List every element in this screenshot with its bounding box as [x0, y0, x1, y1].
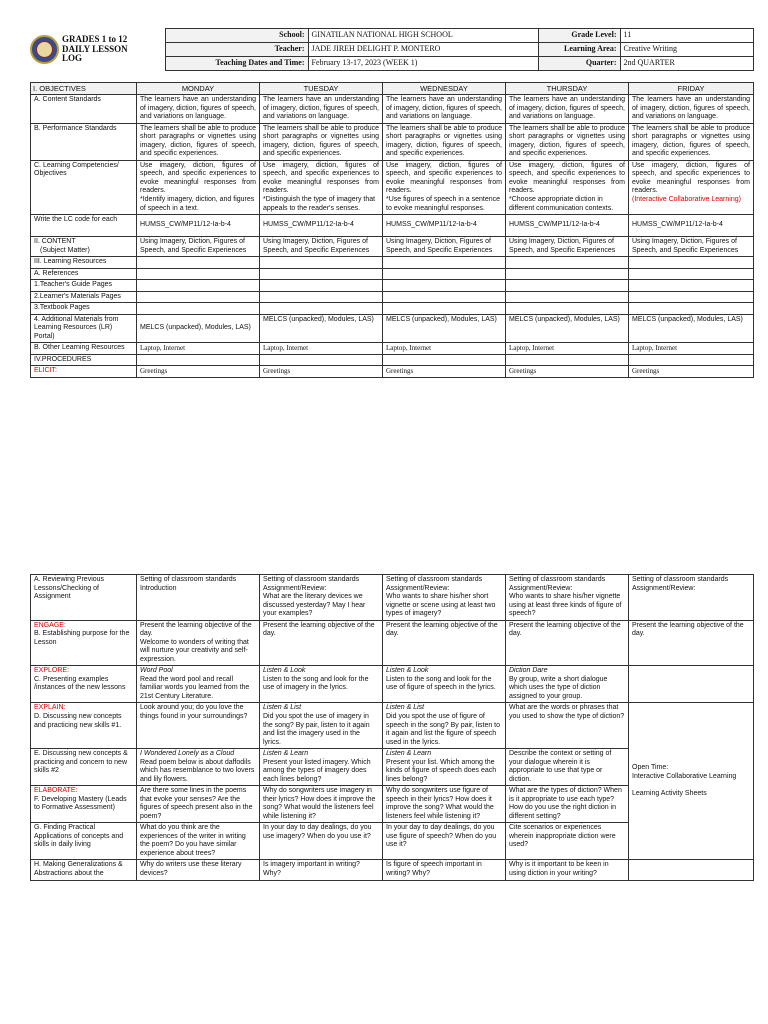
cell-wed: Using Imagery, Diction, Figures of Speech, and Specific Experiences	[383, 237, 506, 257]
explain-tag: EXPLAIN:	[34, 704, 66, 712]
explore-tag: EXPLORE:	[34, 667, 70, 675]
row-label	[31, 237, 137, 257]
row-references	[31, 268, 754, 280]
cell-mon: Present the learning objective of the day. Welcome to wonders of writing that will nurture your creativity and self-expression.	[137, 620, 260, 666]
cell-thu: Laptop, Internet	[506, 343, 629, 355]
cell-tue	[260, 268, 383, 280]
objectives-table	[30, 82, 754, 378]
cell-tue	[260, 666, 383, 703]
dates-value: February 13-17, 2023 (WEEK 1)	[308, 57, 538, 71]
cell-mon: What do you think are the experiences of the writer in writing the poem? Do you have similar experience about trees?	[137, 823, 260, 860]
activity-text: Read poem below is about daffodils which has resemblance to two lovers and lily flowers.	[140, 758, 255, 783]
cell-tue: The learners shall be able to produce short paragraphs or vignettes using imagery, diction, figures of speech, and specific experiences.	[260, 123, 383, 160]
competency-base: Use imagery, diction, figures of speech, and specific experiences to evoke meaningful responses from readers.	[632, 161, 750, 195]
cell-fri	[629, 354, 754, 366]
cell-wed: Laptop, Internet	[383, 343, 506, 355]
cell-fri: Setting of classroom standards Assignment/Review:	[629, 575, 754, 621]
header-table	[30, 28, 754, 71]
elaborate-label: F. Developing Mastery (Leads to Formative Assessment)	[34, 795, 127, 812]
cell-wed	[383, 703, 506, 749]
cell-mon	[137, 291, 260, 303]
cell-thu: Setting of classroom standards Assignment/Review: Who wants to share his/her vignette using at least three kinds of figure of speech?	[506, 575, 629, 621]
document-title	[62, 35, 128, 65]
activity-text: Listen to the song and look for the use of figure of speech in the lyrics.	[386, 675, 496, 692]
cell-wed	[383, 268, 506, 280]
row-elicit	[31, 366, 754, 378]
cell-fri	[629, 268, 754, 280]
cell-tue: Greetings	[260, 366, 383, 378]
cell-mon	[137, 160, 260, 214]
cell-mon	[137, 268, 260, 280]
row-lc-code	[31, 215, 754, 237]
row-label: III. Learning Resources	[31, 257, 137, 269]
explain-label: D. Discussing new concepts and practicing new skills #1.	[34, 712, 122, 729]
cell-thu: Using Imagery, Diction, Figures of Speech, and Specific Experiences	[506, 237, 629, 257]
cell-wed: Why do songwriters use figure of speech in their lyrics? How does it improve the song? What would the listeners feel while listening it?	[383, 786, 506, 823]
cell-fri: Greetings	[629, 366, 754, 378]
row-content-standards	[31, 95, 754, 124]
grade-label: Grade Level:	[538, 29, 620, 43]
row-label: C. Learning Competencies/ Objectives	[31, 160, 137, 214]
row-label: A. Reviewing Previous Lessons/Checking of Assignment	[31, 575, 137, 621]
cell-thu: Why is it important to be keen in using diction in your writing?	[506, 860, 629, 880]
grade-value: 11	[620, 29, 753, 43]
activity-title: Listen & List	[263, 704, 302, 712]
row-label: A. References	[31, 268, 137, 280]
cell-thu: What are the types of diction? When is it appropriate to use each type? How do you use the right diction in different setting?	[506, 786, 629, 823]
cell-wed	[383, 160, 506, 214]
row-label: ELICIT:	[31, 366, 137, 378]
activity-text: Present your list. Which among the kinds of figure of speech does each lines belong?	[386, 758, 497, 783]
cell-fri: The learners shall be able to produce short paragraphs or vignettes using imagery, diction, figures of speech, and specific experiences.	[629, 123, 754, 160]
row-learning-resources	[31, 257, 754, 269]
cell-tue: Is imagery important in writing? Why?	[260, 860, 383, 880]
row-label: B. Other Learning Resources	[31, 343, 137, 355]
activity-title: Listen & Look	[263, 667, 306, 675]
competency-base: Use imagery, diction, figures of speech, and specific experiences to evoke meaningful responses from readers.	[140, 161, 256, 195]
additional-text: MELCS (unpacked), Modules, LAS)	[140, 323, 251, 331]
teacher-label: Teacher:	[165, 43, 308, 57]
cell-mon: The learners have an understanding of imagery, diction, figures of speech, and variations on language.	[137, 95, 260, 124]
activity-text: Did you spot the use of figure of speech in the song? By pair, listen to it again and list the figure of speech used in the lyrics.	[386, 712, 501, 746]
content-sublabel: (Subject Matter)	[40, 246, 90, 254]
cell-thu	[506, 257, 629, 269]
cell-tue: Using Imagery, Diction, Figures of Speech, and Specific Experiences	[260, 237, 383, 257]
cell-wed: The learners shall be able to produce short paragraphs or vignettes using imagery, diction, figures of speech, and specific experiences.	[383, 123, 506, 160]
activity-title: Listen & Look	[386, 667, 429, 675]
cell-fri: Present the learning objective of the day.	[629, 620, 754, 666]
cell-fri: MELCS (unpacked), Modules, LAS)	[629, 314, 754, 343]
engage-label: B. Establishing purpose for the Lesson	[34, 630, 130, 646]
cell-thu	[506, 160, 629, 214]
cell-wed	[383, 749, 506, 786]
cell-thu: HUMSS_CW/MP11/12-Ia-b-4	[506, 215, 629, 237]
cell-tue: HUMSS_CW/MP11/12-Ia-b-4	[260, 215, 383, 237]
cell-mon	[137, 749, 260, 786]
cell-thu	[506, 291, 629, 303]
cell-fri: Using Imagery, Diction, Figures of Speech, and Specific Experiences	[629, 237, 754, 257]
cell-mon	[137, 303, 260, 315]
activity-text: By group, write a short dialogue which uses the type of diction assigned to your group.	[509, 675, 608, 700]
logo-block	[30, 29, 165, 71]
row-generalizations	[31, 860, 754, 880]
cell-wed	[383, 291, 506, 303]
quarter-value: 2nd QUARTER	[620, 57, 753, 71]
row-label: 4. Additional Materials from Learning Resources (LR) Portal)	[31, 314, 137, 343]
cell-tue	[260, 291, 383, 303]
competency-specific: *Identify imagery, diction, and figures of speech in a text.	[140, 195, 255, 212]
cell-wed	[383, 280, 506, 292]
cell-fri	[629, 291, 754, 303]
row-teachers-guide	[31, 280, 754, 292]
cell-mon: Why do writers use these literary devices?	[137, 860, 260, 880]
title-line-3: LOG	[62, 53, 83, 64]
col-thursday: THURSDAY	[506, 83, 629, 95]
col-objectives: I. OBJECTIVES	[31, 83, 137, 95]
cell-tue	[260, 280, 383, 292]
row-reviewing	[31, 575, 754, 621]
cell-thu: Present the learning objective of the day.	[506, 620, 629, 666]
cell-tue	[260, 749, 383, 786]
cell-thu: Cite scenarios or experiences wherein inappropriate diction were used?	[506, 823, 629, 860]
activity-text: Present your listed imagery. Which among the types of imagery does each lines belong?	[263, 758, 371, 783]
cell-thu: The learners have an understanding of imagery, diction, figures of speech, and variations on language.	[506, 95, 629, 124]
cell-fri	[629, 303, 754, 315]
competency-base: Use imagery, diction, figures of speech, and specific experiences to evoke meaningful responses from readers.	[509, 161, 625, 195]
cell-tue: Laptop, Internet	[260, 343, 383, 355]
cell-fri	[629, 666, 754, 703]
cell-mon: The learners shall be able to produce short paragraphs or vignettes using imagery, diction, figures of speech, and specific experiences.	[137, 123, 260, 160]
cell-thu: What are the words or phrases that you used to show the type of diction?	[506, 703, 629, 749]
competency-specific: *Choose appropriate diction in different communication contexts.	[509, 195, 614, 212]
cell-fri	[629, 280, 754, 292]
row-label	[31, 703, 137, 749]
cell-mon: Are there some lines in the poems that evoke your senses? Are the figures of speech present also in the poem?	[137, 786, 260, 823]
cell-wed: In your day to day dealings, do you use figure of speech? When do you use it?	[383, 823, 506, 860]
activity-title: Word Pool	[140, 667, 173, 675]
row-label	[31, 666, 137, 703]
area-value: Creative Writing	[620, 43, 753, 57]
row-additional-materials	[31, 314, 754, 343]
col-wednesday: WEDNESDAY	[383, 83, 506, 95]
row-label: H. Making Generalizations & Abstractions about the	[31, 860, 137, 880]
school-label: School:	[165, 29, 308, 43]
row-content	[31, 237, 754, 257]
activity-title: Diction Dare	[509, 667, 548, 675]
cell-tue: MELCS (unpacked), Modules, LAS)	[260, 314, 383, 343]
row-textbook	[31, 303, 754, 315]
cell-wed: HUMSS_CW/MP11/12-Ia-b-4	[383, 215, 506, 237]
cell-tue	[260, 703, 383, 749]
cell-thu: Greetings	[506, 366, 629, 378]
quarter-label: Quarter:	[538, 57, 620, 71]
activity-title: Listen & Learn	[386, 750, 432, 758]
cell-tue	[260, 303, 383, 315]
cell-mon	[137, 280, 260, 292]
cell-fri: Laptop, Internet	[629, 343, 754, 355]
cell-wed: Is figure of speech important in writing? Why?	[383, 860, 506, 880]
cell-mon	[137, 314, 260, 343]
cell-fri	[629, 257, 754, 269]
cell-tue: Why do songwriters use imagery in their lyrics? How does it improve the song? What would the listeners feel while listening it?	[260, 786, 383, 823]
activity-text: Did you spot the use of imagery in the song? By pair, listen to it again and list the imagery used in the lyrics.	[263, 712, 370, 746]
cell-fri	[629, 860, 754, 880]
row-label: B. Performance Standards	[31, 123, 137, 160]
engage-tag: ENGAGE:	[34, 621, 66, 629]
cell-mon: Laptop, Internet	[137, 343, 260, 355]
activity-title: I Wondered Lonely as a Cloud	[140, 750, 235, 758]
row-label	[31, 620, 137, 666]
cell-thu	[506, 268, 629, 280]
activity-text: Read the word pool and recall familiar words you learned from the 21st Century Literature.	[140, 675, 250, 700]
title-line-2: DAILY LESSON	[62, 43, 128, 54]
row-label: 1.Teacher's Guide Pages	[31, 280, 137, 292]
content-label: II. CONTENT	[34, 238, 76, 246]
cell-mon: Using Imagery, Diction, Figures of Speech, and Specific Experiences	[137, 237, 260, 257]
cell-tue: The learners have an understanding of imagery, diction, figures of speech, and variations on language.	[260, 95, 383, 124]
row-competencies	[31, 160, 754, 214]
cell-mon	[137, 354, 260, 366]
cell-thu: MELCS (unpacked), Modules, LAS)	[506, 314, 629, 343]
cell-thu	[506, 666, 629, 703]
cell-mon: HUMSS_CW/MP11/12-Ia-b-4	[137, 215, 260, 237]
competency-base: Use imagery, diction, figures of speech, and specific experiences to evoke meaningful responses from readers.	[386, 161, 502, 195]
cell-wed	[383, 354, 506, 366]
cell-thu	[506, 280, 629, 292]
cell-wed: Greetings	[383, 366, 506, 378]
cell-tue	[260, 354, 383, 366]
activity-title: Listen & Learn	[263, 750, 309, 758]
row-other-resources	[31, 343, 754, 355]
row-learners-materials	[31, 291, 754, 303]
cell-mon: Setting of classroom standards Introduction	[137, 575, 260, 621]
cell-mon: Look around you; do you love the things found in your surroundings?	[137, 703, 260, 749]
col-monday: MONDAY	[137, 83, 260, 95]
cell-wed	[383, 257, 506, 269]
col-friday: FRIDAY	[629, 83, 754, 95]
cell-mon	[137, 666, 260, 703]
row-performance-standards	[31, 123, 754, 160]
dates-label: Teaching Dates and Time:	[165, 57, 308, 71]
cell-tue	[260, 257, 383, 269]
deped-seal-icon	[30, 35, 59, 64]
row-procedures	[31, 354, 754, 366]
explore-label: C. Presenting examples /instances of the new lessons	[34, 675, 126, 692]
row-explain	[31, 703, 754, 749]
cell-wed: The learners have an understanding of imagery, diction, figures of speech, and variations on language.	[383, 95, 506, 124]
row-label	[31, 786, 137, 823]
activity-text: Listen to the song and look for the use of imagery in the lyrics.	[263, 675, 369, 692]
row-label: E. Discussing new concepts & practicing and concern to new skills #2	[31, 749, 137, 786]
row-label: 3.Textbook Pages	[31, 303, 137, 315]
cell-tue: In your day to day dealings, do you use imagery? When do you use it?	[260, 823, 383, 860]
cell-tue: Present the learning objective of the day.	[260, 620, 383, 666]
row-explore	[31, 666, 754, 703]
school-value: GINATILAN NATIONAL HIGH SCHOOL	[308, 29, 538, 43]
cell-thu	[506, 354, 629, 366]
title-line-1: GRADES 1 to 12	[62, 33, 128, 44]
cell-fri: Open Time: Interactive Collaborative Learning Learning Activity Sheets	[629, 703, 754, 860]
cell-thu: The learners shall be able to produce short paragraphs or vignettes using imagery, diction, figures of speech, and specific experiences.	[506, 123, 629, 160]
cell-mon: Greetings	[137, 366, 260, 378]
cell-tue: Setting of classroom standards Assignment/Review: What are the literary devices we discussed yesterday? May I hear your examples?	[260, 575, 383, 621]
col-tuesday: TUESDAY	[260, 83, 383, 95]
cell-mon	[137, 257, 260, 269]
row-label: G. Finding Practical Applications of concepts and skills in daily living	[31, 823, 137, 860]
row-label: A. Content Standards	[31, 95, 137, 124]
competency-specific: *Use figures of speech in a sentence to evoke meaningful responses.	[386, 195, 501, 212]
elaborate-tag: ELABORATE:	[34, 787, 78, 795]
competency-base: Use imagery, diction, figures of speech, and specific experiences to evoke meaningful responses from readers.	[263, 161, 379, 195]
cell-thu: Describe the context or setting of your dialogue wherein it is appropriate to use that type or diction.	[506, 749, 629, 786]
cell-thu	[506, 303, 629, 315]
area-label: Learning Area:	[538, 43, 620, 57]
competency-specific: *Distinguish the type of imagery that appeals to the reader's senses.	[263, 195, 376, 212]
row-label: Write the LC code for each	[31, 215, 137, 237]
cell-fri: The learners have an understanding of imagery, diction, figures of speech, and variations on language.	[629, 95, 754, 124]
competency-specific: (Interactive Collaborative Learning)	[632, 195, 741, 203]
cell-fri	[629, 160, 754, 214]
cell-wed: Present the learning objective of the day.	[383, 620, 506, 666]
cell-wed: Setting of classroom standards Assignment/Review: Who wants to share his/her short vignette or scene using at least two types of imagery?	[383, 575, 506, 621]
row-label: IV.PROCEDURES	[31, 354, 137, 366]
row-label: 2.Learner's Materials Pages	[31, 291, 137, 303]
cell-wed	[383, 303, 506, 315]
activity-title: Listen & List	[386, 704, 425, 712]
teacher-value: JADE JIREH DELIGHT P. MONTERO	[308, 43, 538, 57]
cell-wed	[383, 666, 506, 703]
cell-wed: MELCS (unpacked), Modules, LAS)	[383, 314, 506, 343]
cell-fri: HUMSS_CW/MP11/12-Ia-b-4	[629, 215, 754, 237]
cell-tue	[260, 160, 383, 214]
procedures-table	[30, 574, 754, 881]
row-engage	[31, 620, 754, 666]
